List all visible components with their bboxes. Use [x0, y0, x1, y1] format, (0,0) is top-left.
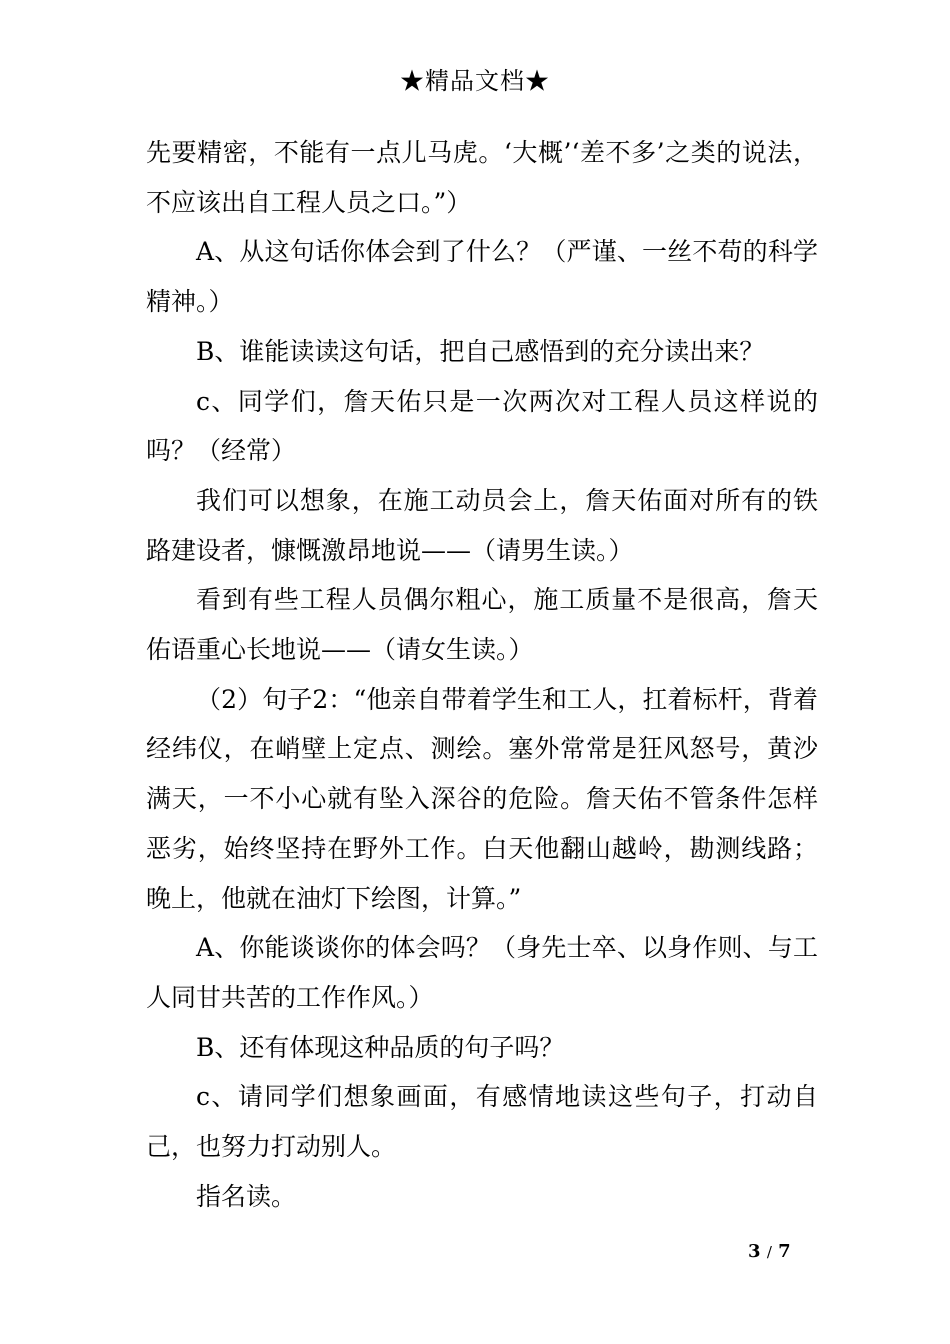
- paragraph-question-a: A、从这句话你体会到了什么？（严谨、一丝不苟的科学精神。）: [146, 237, 818, 317]
- page-number-current: 3: [748, 1241, 761, 1262]
- page-header-title: ★精品文档★: [400, 67, 550, 95]
- paragraph-imagine-boys: 我们可以想象，在施工动员会上，詹天佑面对所有的铁路建设者，慷慨激昂地说——（请男生读。）: [146, 485, 818, 565]
- paragraph-question-b-2: B、还有体现这种品质的句子吗？: [196, 1032, 565, 1062]
- paragraph-question-a-2: A、你能谈谈你的体会吗？（身先士卒、以身作则、与工人同甘共苦的工作作风。）: [146, 933, 818, 1012]
- page-number: [748, 1240, 791, 1264]
- document-body: [146, 128, 818, 1221]
- paragraph-imagine-girls: 看到有些工程人员偶尔粗心，施工质量不是很高，詹天佑语重心长地说——（请女生读。）: [146, 585, 818, 665]
- paragraph-read-aloud: 指名读。: [196, 1181, 297, 1211]
- paragraph-sentence-2: （2）句子2：“他亲自带着学生和工人，扛着标杆，背着经纬仪，在峭壁上定点、测绘。塞外常常是狂风怒号，黄沙满天，一不小心就有坠入深谷的危险。詹天佑不管条件怎样恶劣，始终坚持在野外工作。白天他翻山越岭，勘测线路；晚上，他就在油灯下绘图，计算。”: [146, 684, 818, 913]
- page-number-total: 7: [778, 1241, 791, 1262]
- paragraph-question-c: c、同学们，詹天佑只是一次两次对工程人员这样说的吗？（经常）: [146, 386, 818, 466]
- paragraph-quote-continuation: 先要精密，不能有一点儿马虎。‘大概’‘差不多’之类的说法，不应该出自工程人员之口。”）: [146, 138, 818, 217]
- paragraph-question-c-2: c、请同学们想象画面，有感情地读这些句子，打动自己，也努力打动别人。: [146, 1082, 818, 1162]
- paragraph-question-b: B、谁能读读这句话，把自己感悟到的充分读出来？: [196, 336, 765, 366]
- page-number-separator: /: [766, 1243, 772, 1261]
